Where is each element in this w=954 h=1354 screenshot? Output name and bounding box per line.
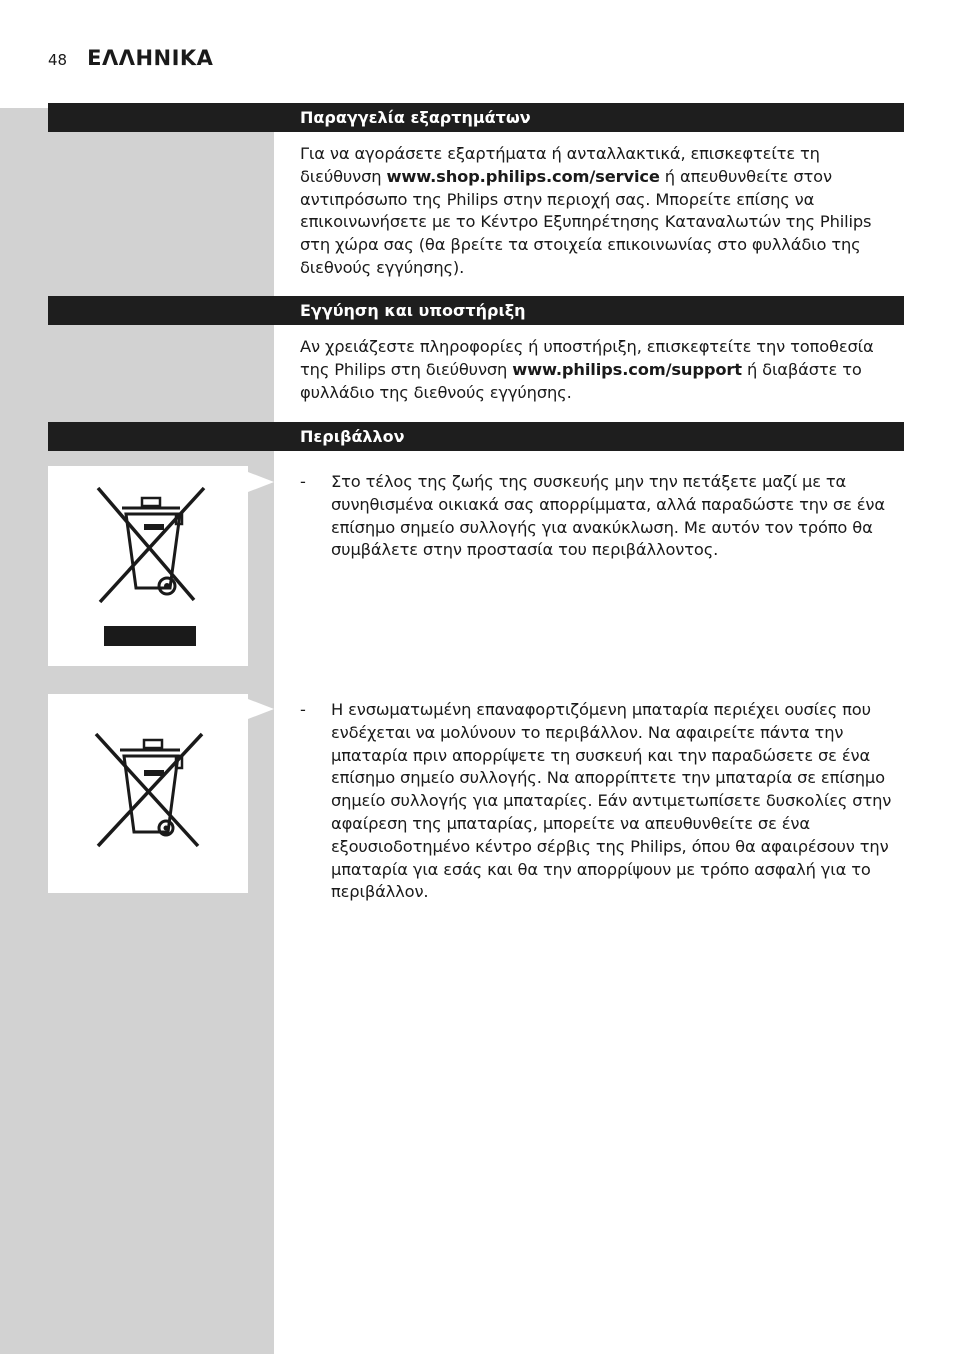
- accessories-paragraph: Για να αγοράσετε εξαρτήματα ή ανταλλακτικά, επισκεφτείτε τη διεύθυνση www.shop.philips.com/service ή απευθυνθείτε στον αντιπρόσωπο της Philips στην περιοχή σας. Μπορείτε επίσης να επικοινωνήσετε με το Κέντρο Εξυπηρέτησης Καταναλωτών της Philips στη χώρα σας (θα βρείτε τα στοιχεία επικοινωνίας στο φυλλάδιο της διεθνούς εγγύησης).: [300, 144, 872, 277]
- list-item: - Στο τέλος της ζωής της συσκευής μην την πετάξετε μαζί με τα συνηθισμένα οικιακά σας απορρίμματα, αλλά παραδώστε την σε ένα επίσημο σημείο συλλογής για ανακύκλωση. Με αυτόν τον τρόπο θα συμβάλετε στην προστασία του περιβάλλοντος.: [300, 472, 885, 560]
- crossed-out-wheelie-bin-icon: [48, 466, 248, 666]
- support-link[interactable]: www.philips.com/support: [512, 359, 742, 379]
- section-header-guarantee: [48, 296, 904, 325]
- section-header-accessories: [48, 103, 904, 132]
- section-header-environment: [48, 422, 904, 451]
- page-number: 48: [48, 51, 68, 69]
- section-title: Παραγγελία εξαρτημάτων: [300, 108, 531, 127]
- callout-pointer: [248, 699, 274, 719]
- shop-link[interactable]: www.shop.philips.com/service: [386, 166, 660, 186]
- language-title: ΕΛΛΗΝΙΚΑ: [87, 46, 214, 70]
- section-title: Περιβάλλον: [300, 427, 405, 446]
- page-header: [48, 46, 213, 76]
- weee-symbol-box: [48, 466, 248, 666]
- list-item: - Η ενσωματωμένη επαναφορτιζόμενη μπαταρία περιέχει ουσίες που ενδέχεται να μολύνουν το περιβάλλον. Να αφαιρείτε πάντα την μπαταρία πριν απορρίψετε τη συσκευή και την παραδώσετε σε ένα επίσημο σημείο συλλογής. Να απορρίπτετε την μπαταρία σε επίσημο σημείο συλλογής για μπαταρίες. Εάν αντιμετωπίσετε δυσκολίες στην αφαίρεση της μπαταρίας, μπορείτε να απευθυνθείτε σε ένα εξουσιοδοτημένο κέντρο σέρβις της Philips, όπου θα αφαιρέσουν την μπαταρία για εσάς και θα την απορρίψουν με τρόπο ασφαλή για το περιβάλλον.: [300, 700, 892, 902]
- callout-pointer: [248, 472, 274, 492]
- battery-weee-symbol-box: [48, 694, 248, 893]
- crossed-out-wheelie-bin-icon: [48, 694, 248, 893]
- section-title: Εγγύηση και υποστήριξη: [300, 301, 526, 320]
- guarantee-paragraph: Αν χρειάζεστε πληροφορίες ή υποστήριξη, επισκεφτείτε την τοποθεσία της Philips στη διεύθυνση www.philips.com/support ή διαβάστε το φυλλάδιο της διεθνούς εγγύησης.: [300, 337, 874, 402]
